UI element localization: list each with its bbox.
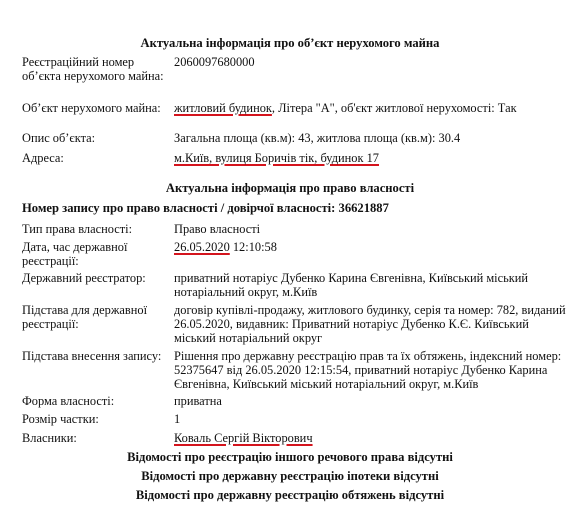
row-value: приватний нотаріус Дубенко Карина Євгенівна, Київський міський нотаріальний округ, м.Київ — [174, 271, 529, 299]
row-value: 1 — [174, 412, 181, 426]
row-label: Підстава для державної реєстрації: — [22, 303, 148, 331]
highlighted-value: 26.05.2020 — [174, 240, 230, 254]
row-label: Розмір частки: — [22, 412, 99, 426]
row-value: договір купівлі-продажу, житлового будинку, серія та номер: 782, виданий 26.05.2020, видавник: Приватний нотаріус Дубенко К.Є. Київський міський нотаріальний округ — [174, 303, 566, 345]
row-label: Дата, час державної реєстрації: — [22, 240, 128, 268]
ownership-record-number: Номер запису про право власності / довірчої власності: 36621887 — [22, 201, 389, 215]
row-value: 2060097680000 — [174, 55, 255, 69]
row-value — [174, 101, 570, 115]
row-value: приватна — [174, 394, 222, 408]
row-label: Об’єкт нерухомого майна: — [22, 101, 161, 115]
row-value — [174, 151, 570, 165]
row-label: Опис об’єкта: — [22, 131, 96, 145]
row-label: Державний реєстратор: — [22, 271, 146, 285]
row-value: Право власності — [174, 222, 261, 236]
value-rest: 12:10:58 — [229, 240, 277, 254]
row-value — [174, 240, 570, 254]
highlighted-value: житловий будинок — [174, 101, 272, 115]
row-value: Загальна площа (кв.м): 43, житлова площа (кв.м): 30.4 — [174, 131, 461, 145]
row-label: Реєстраційний номер об’єкта нерухомого майна: — [22, 55, 164, 83]
row-label: Власники: — [22, 431, 77, 445]
row-value — [174, 431, 570, 445]
highlighted-value: м.Київ, вулиця Боричів тік, будинок 17 — [174, 151, 379, 165]
row-value: Рішення про державну реєстрацію прав та їх обтяжень, індексний номер: 52375647 від 26.05.2020 12:15:54, приватний нотаріус Дубенко Карина Євгенівна, Київський міський нотаріальний округ, м.Київ — [174, 349, 562, 391]
row-label: Форма власності: — [22, 394, 115, 408]
object-section-title: Актуальна інформація про об’єкт нерухомого майна — [140, 36, 440, 50]
row-label: Тип права власності: — [22, 222, 133, 236]
ownership-section-title: Актуальна інформація про право власності — [165, 181, 415, 195]
highlighted-value: Коваль Сергій Вікторович — [174, 431, 313, 445]
row-label: Підстава внесення запису: — [22, 349, 162, 363]
footer-line-mortgage: Відомості про державну реєстрацію іпотеки відсутні — [141, 469, 439, 483]
footer-line-other-rights: Відомості про реєстрацію іншого речового права відсутні — [127, 450, 453, 464]
value-rest: , Літера "А", об'єкт житлової нерухомості: Так — [271, 101, 517, 115]
row-label: Адреса: — [22, 151, 64, 165]
footer-line-encumbrances: Відомості про державну реєстрацію обтяжень відсутні — [135, 488, 445, 502]
